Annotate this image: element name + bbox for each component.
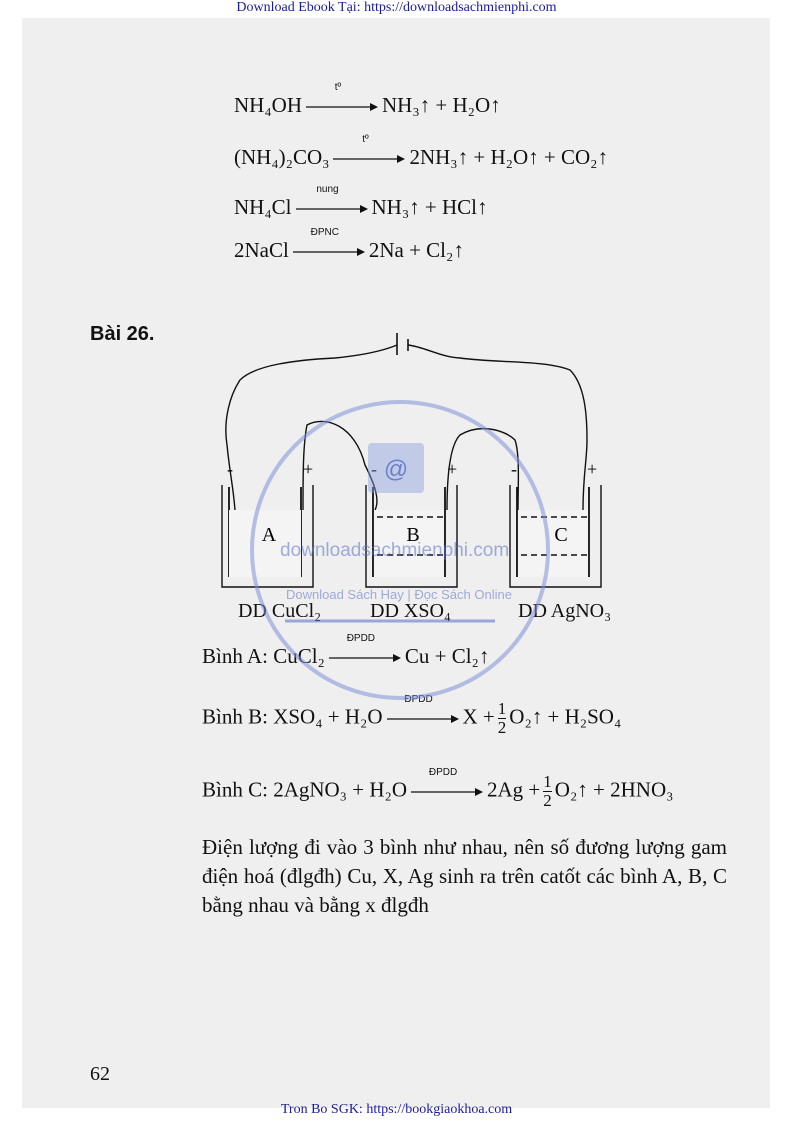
- page-number: 62: [90, 1063, 110, 1085]
- battery-icon: [397, 333, 408, 355]
- section-title: Bài 26.: [90, 323, 155, 345]
- sign-plus-c: +: [587, 459, 598, 479]
- sign-minus-a: -: [227, 459, 233, 479]
- watermark-site: downloadsachmienphi.com: [280, 540, 510, 561]
- solution-label-b: DD XSO₄: [370, 600, 451, 622]
- sign-minus-b: -: [371, 459, 377, 479]
- watermark-tagline: Download Sách Hay | Đọc Sách Online: [286, 587, 512, 602]
- sign-plus-a: +: [303, 459, 314, 479]
- cell-label-c: C: [554, 524, 568, 546]
- equation-binh-b: Bình B: XSO₄ + H₂O ĐPDD X + $\frac{1}{2}$ O₂↑ + H₂SO₄: [202, 693, 622, 737]
- explanation-paragraph: Điện lượng đi vào 3 bình như nhau, nên số đương lượng gam điện hoá (đlgđh) Cu, X, Ag sinh ra trên catốt các bình A, B, C bằng nhau và bằng x đlgđh: [202, 835, 727, 917]
- reaction-4: 2NaCl ĐPNC 2Na + Cl₂↑: [234, 227, 464, 262]
- sign-plus-b: +: [447, 459, 458, 479]
- svg-text:@: @: [383, 456, 409, 483]
- cell-label-a: A: [261, 524, 277, 546]
- solution-label-c: DD AgNO₃: [518, 600, 612, 622]
- reaction-1: NH₄OH tº NH₃↑ + H₂O↑: [234, 82, 501, 117]
- footer-link[interactable]: Tron Bo SGK: https://bookgiaokhoa.com: [280, 1102, 513, 1117]
- reaction-3: NH₄Cl nung NH₃↑ + HCl↑: [234, 184, 488, 219]
- cell-label-b: B: [406, 524, 420, 546]
- solution-label-a: DD CuCl₂: [238, 600, 322, 622]
- header-download-link[interactable]: Download Ebook Tại: https://downloadsachmienphi.com: [236, 0, 557, 15]
- equation-binh-a: Bình A: CuCl₂ ĐPDD Cu + Cl₂↑: [202, 633, 490, 668]
- reaction-2: (NH₄)₂CO₃ tº 2NH₃↑ + H₂O↑ + CO₂↑: [234, 134, 608, 169]
- equation-binh-c: Bình C: 2AgNO₃ + H₂O ĐPDD 2Ag + $\frac{1}{2}$ O₂↑ + 2HNO₃: [202, 766, 674, 810]
- sign-minus-c: -: [511, 459, 517, 479]
